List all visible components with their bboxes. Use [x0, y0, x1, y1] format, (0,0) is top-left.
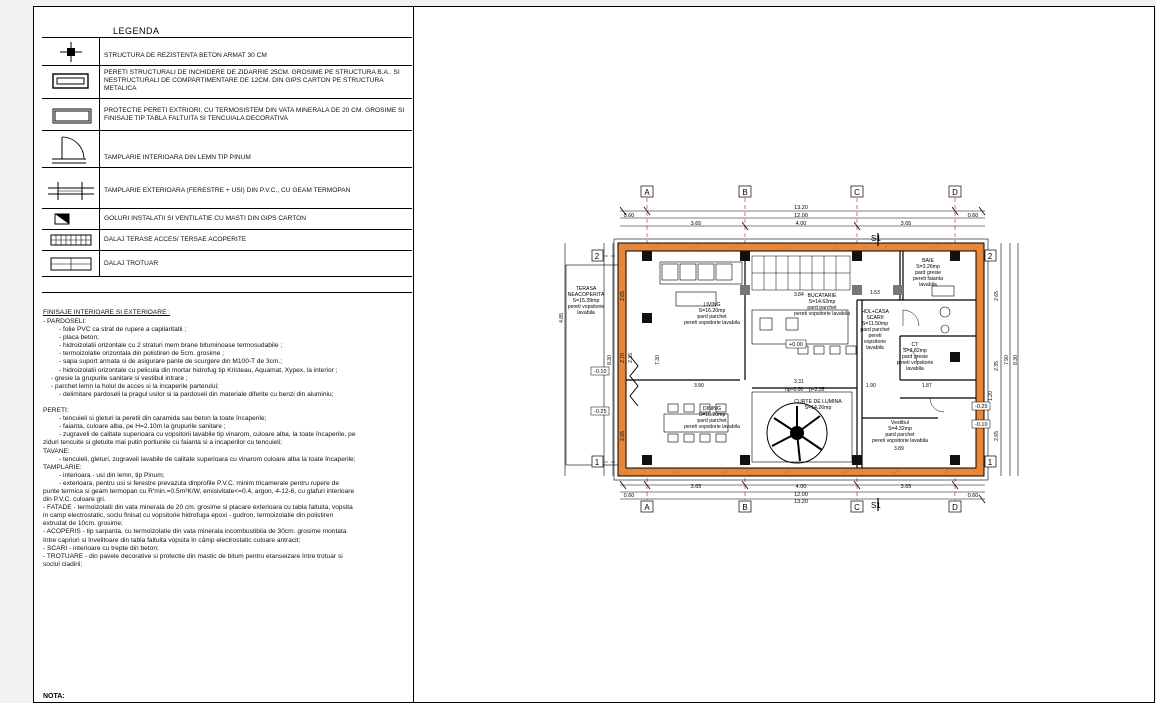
- finishes-line: din P.V.C. culoare gri.: [43, 496, 106, 504]
- dim-v: 2.65: [620, 291, 626, 301]
- room-label-line: pereti vopsitorie: [567, 304, 605, 310]
- room-label-line: pereti vopsitorie lavabila: [684, 320, 740, 326]
- dim-total-top: 13.20: [794, 205, 808, 211]
- legend-text: DALAJ TROTUAR: [104, 260, 159, 267]
- room-label-line: HOL+CASA: [861, 309, 889, 315]
- dim-v: 7.30: [655, 355, 661, 365]
- dim-v: 8.30: [607, 355, 613, 365]
- finishes-line: TAVANE:: [43, 447, 70, 455]
- dim-part: 4.00: [795, 221, 807, 227]
- axis-label: 2: [594, 252, 600, 261]
- room-label-line: pereti vopsitorie lavabila: [872, 438, 928, 444]
- axis-label: A: [644, 188, 650, 197]
- dim-part: 3.65: [690, 221, 702, 227]
- dim-misc: 3.31: [794, 379, 804, 385]
- finishes-line: - tencuieli, gleturi, zugraveli lavabile de calitate superioara cu vinarom culoare alba la toate încaperile;: [59, 455, 356, 463]
- finishes-line: - interioara - usi din lemn, tip Pinum;: [59, 471, 165, 479]
- room-label-line: SCARII: [866, 315, 884, 321]
- room-label-line: pard parchet: [697, 314, 727, 320]
- room-label-line: DINING: [702, 406, 722, 412]
- level-tag: -0.10: [594, 369, 607, 375]
- room-label-line: pard parchet: [885, 432, 915, 438]
- finishes-line: - exterioara, pentru usi si ferestre prevazuta dinprofile P.V.C. minim tricamerale pentru rupere de: [59, 479, 340, 487]
- dim-inner-bottom: 12.00: [794, 492, 808, 498]
- finishes-line: TAMPLARIE:: [43, 463, 82, 471]
- dim-misc: 1.53: [870, 290, 880, 296]
- room-label-line: S=4.32mp: [888, 426, 912, 432]
- dim-v: 1.20: [988, 391, 994, 401]
- legend-text: GOLURI INSTALATII SI VENTILATIE CU MASTI DIN GIPS CARTON: [104, 215, 306, 222]
- room-label-line: S=16.20mp: [698, 412, 726, 418]
- finishes-line: - hidroizolatii orizontale cu 2 straturi mem brane bituminoase termosudabile ;: [59, 342, 283, 350]
- room-label-line: S=3.82mp: [903, 348, 927, 354]
- room-label-line: pard parchet: [860, 327, 890, 333]
- room-label-line: S=11.50mp: [861, 321, 889, 327]
- room-label-line: lavabila: [906, 366, 924, 372]
- nota-label: NOTA:: [43, 693, 65, 700]
- axis-label: A: [644, 503, 650, 512]
- dim-v: 2.65: [994, 431, 1000, 441]
- dim-v: 2.70: [620, 353, 626, 363]
- room-label-line: S=14.26mp: [804, 405, 832, 411]
- dim-misc: 3.90: [694, 383, 704, 389]
- axis-label: 1: [987, 458, 993, 467]
- room-label-line: pereti vopsitorie lavabila: [794, 311, 850, 317]
- dim-misc: 3.84: [794, 292, 804, 298]
- room-label-line: pard parchet: [697, 418, 727, 424]
- room-label-line: lavabila: [866, 345, 884, 351]
- finishes-title: FINISAJE INTERIOARE SI EXTERIOARE :: [43, 309, 171, 316]
- finishes-line: - faianta, culoare alba, pe H=2.10m la grupurile sanitare ;: [59, 423, 226, 431]
- finishes-line: - ACOPERIS - tip sarpanta, cu termoizolatie din vata minerala incombustibila de 30cm. grosime montata: [43, 528, 347, 536]
- finishes-line: - PARDOSELI:: [43, 318, 87, 325]
- room-label-line: CURTE DE LUMINA: [794, 399, 842, 405]
- dim-misc: 3.89: [894, 446, 904, 452]
- room-label-line: BAIE: [922, 258, 934, 264]
- dim-inner-top: 12.00: [794, 213, 808, 219]
- axis-label: 2: [987, 252, 993, 261]
- finishes-line: - SCARI - interioare cu trepte din beton;: [43, 544, 159, 552]
- axis-label: B: [742, 188, 748, 197]
- room-label-line: lavabila: [577, 310, 595, 316]
- room-label-line: S=14.62mp: [808, 299, 836, 305]
- dim-edge: 0.60: [967, 213, 979, 219]
- dim-v: 7.90: [1004, 355, 1010, 365]
- dim-edge: 0.60: [623, 493, 635, 499]
- room-label-line: CT: [911, 342, 919, 348]
- room-label-line: vopsitorie: [863, 339, 887, 345]
- finishes-line: - termoizolatie orizontala din polistiren de 5cm. grosime ;: [59, 350, 224, 358]
- finishes-line: - TROTUARE - din pavele decorative si protectie din mastic de bitum pentru etanseizare între trotuar si: [43, 552, 343, 560]
- room-label-line: NEACOPERITA: [567, 292, 605, 298]
- room-label-line: S=16.20mp: [698, 308, 726, 314]
- room-label-line: pereti vopsitorie: [896, 360, 934, 366]
- finishes-line: punte termica si geam termopan cu R'min.=0.5m²K/W, emisivitate<=0.4, argon, 4-12-6, cu glafuri interioare: [43, 487, 355, 495]
- stair-level-label: p=2.35: [809, 387, 825, 393]
- room-label-line: pard parchet: [807, 305, 837, 311]
- finishes-line: in camp electrostatic, soclu finisat cu vopsitorie hidrofuga epoxi - gudron, termoizolatie din polistiren: [43, 512, 334, 520]
- dim-misc: 1.87: [922, 383, 932, 389]
- dim-misc: 1.90: [866, 383, 876, 389]
- dim-v: 2.65: [620, 431, 626, 441]
- stair-level-label: hp=0.00: [785, 387, 804, 393]
- legend-text: DALAJ TERASE ACCES/ TERSAE ACOPERITE: [104, 236, 247, 243]
- dim-part: 4.00: [795, 484, 807, 490]
- level-tag: -0.25: [975, 404, 988, 410]
- legend-text: STRUCTURA DE REZISTENTA BETON ARMAT 30 CM: [104, 52, 267, 59]
- dim-v: 2.65: [994, 291, 1000, 301]
- room-terasa: [568, 286, 605, 316]
- dim-part: 3.65: [900, 221, 912, 227]
- legend-text: PROTECTIE PERETI EXTRIORI, CU TERMOSISTEM DIN VATA MINERALA DE 20 CM. GROSIME SI FINISAJE TIP TABLA FALTUITA SI TENCUIALA DECORATIVA: [104, 107, 405, 122]
- room-label-line: S=15.39mp: [572, 298, 600, 304]
- finishes-line: soclul cladirii;: [43, 560, 83, 568]
- legend-title: LEGENDA: [113, 26, 160, 36]
- dim-v: 2.35: [628, 353, 634, 363]
- finishes-line: extrudat de 10cm. grosime;: [43, 520, 123, 528]
- room-label-line: pard gresie: [902, 354, 928, 360]
- dim-v: 2.35: [994, 361, 1000, 371]
- finishes-line: - sapa suport armata si de asigurare pante de scurgere din M100-T de 3cm.;: [59, 358, 283, 366]
- finishes-line: - FATADE - termoizolatii din vata minerala de 20 cm. grosime si placare exterioara cu tabla faltuita, vopsita: [43, 504, 353, 512]
- room-label-line: BUCATARIE: [807, 293, 837, 299]
- finishes-line: - parchet lemn la holul de acces si la incaperile parterului;: [51, 382, 219, 390]
- room-label-line: pereti vopsitorie lavabila: [684, 424, 740, 430]
- room-label-line: TERASA: [575, 286, 597, 292]
- room-label-line: pereti: [868, 333, 882, 339]
- room-label-line: pard gresie: [915, 270, 941, 276]
- dim-total-bottom: 13.20: [794, 499, 808, 505]
- legend-text: PERETI STRUCTURALI DE INCHIDERE DE ZIDARRIE 25CM. GROSIME PE STRUCTURA B.A.. SI NESTRUCTURALI DE COMPARTIMENTARE DE 12CM. DIN GIPS CARTON PE STRUCTURA METALICA: [104, 69, 400, 92]
- section-label: S1: [871, 234, 881, 243]
- room-label-line: lavabila: [919, 282, 937, 288]
- finishes-line: între capriori si învelitoare din tabla faltuita vopsita în câmp electrostatic culoare antracit;: [43, 536, 301, 544]
- dim-edge: 0.60: [967, 493, 979, 499]
- level-tag: +0.00: [789, 342, 803, 348]
- room-label-line: pereti faianta: [913, 276, 943, 282]
- finishes-line: PERETI:: [43, 407, 69, 415]
- dim-part: 3.65: [690, 484, 702, 490]
- finishes-line: - zugraveli de calitate superioara cu vopsitorii lavabile tip vinarom, culoare alba, la toate încaperile, pe: [59, 431, 356, 439]
- finishes-line: - folie PVC ca strat de rupere a capilaritatii ;: [59, 326, 187, 334]
- section-label: S1: [871, 501, 881, 510]
- axis-label: C: [854, 503, 860, 512]
- axis-label: B: [742, 503, 748, 512]
- room-label-line: Vestibul: [890, 420, 910, 426]
- finishes-line: - tencuieli si gleturi la peretii din caramida sau beton la toate încaperile;: [59, 415, 267, 423]
- axis-label: 1: [594, 458, 600, 467]
- legend-text: TAMPLARIE EXTERIOARA (FERESTRE + USI) DIN P.V.C., CU GEAM TERMOPAN: [104, 187, 351, 194]
- legend-text: TAMPLARIE INTERIOARA DIN LEMN TIP PINUM: [104, 154, 251, 161]
- axis-label: D: [952, 188, 958, 197]
- dim-v: 8.30: [1013, 355, 1019, 365]
- finishes-line: - delimitare pardoseli la pragul usilor si la pardoseli din materiale diferite cu benzi din aluminiu;: [59, 390, 334, 398]
- finishes-line: - gresie la grupurile sanitare si vestibul intrare ;: [51, 374, 188, 382]
- axis-label: D: [952, 503, 958, 512]
- level-tag: -0.25: [594, 409, 607, 415]
- room-label-line: LIVING: [703, 302, 721, 308]
- dim-v: 4.85: [559, 313, 565, 323]
- finishes-line: - hidroizolatii orizontale cu pelicula din mortar hidrofug tip Kristeau, Aquamat, Xypex, la interior ;: [59, 366, 338, 374]
- dim-part: 3.65: [900, 484, 912, 490]
- level-tag: -0.10: [975, 422, 988, 428]
- finishes-line: ziduri tencuite si gletuite mai putin portiunile cu faianta si a incaperilor cu tencuieli;: [43, 439, 282, 447]
- axis-label: C: [854, 188, 860, 197]
- room-label-line: S=3.26mp: [916, 264, 940, 270]
- finishes-line: - placa beton;: [59, 334, 99, 342]
- dim-edge: 0.60: [623, 213, 635, 219]
